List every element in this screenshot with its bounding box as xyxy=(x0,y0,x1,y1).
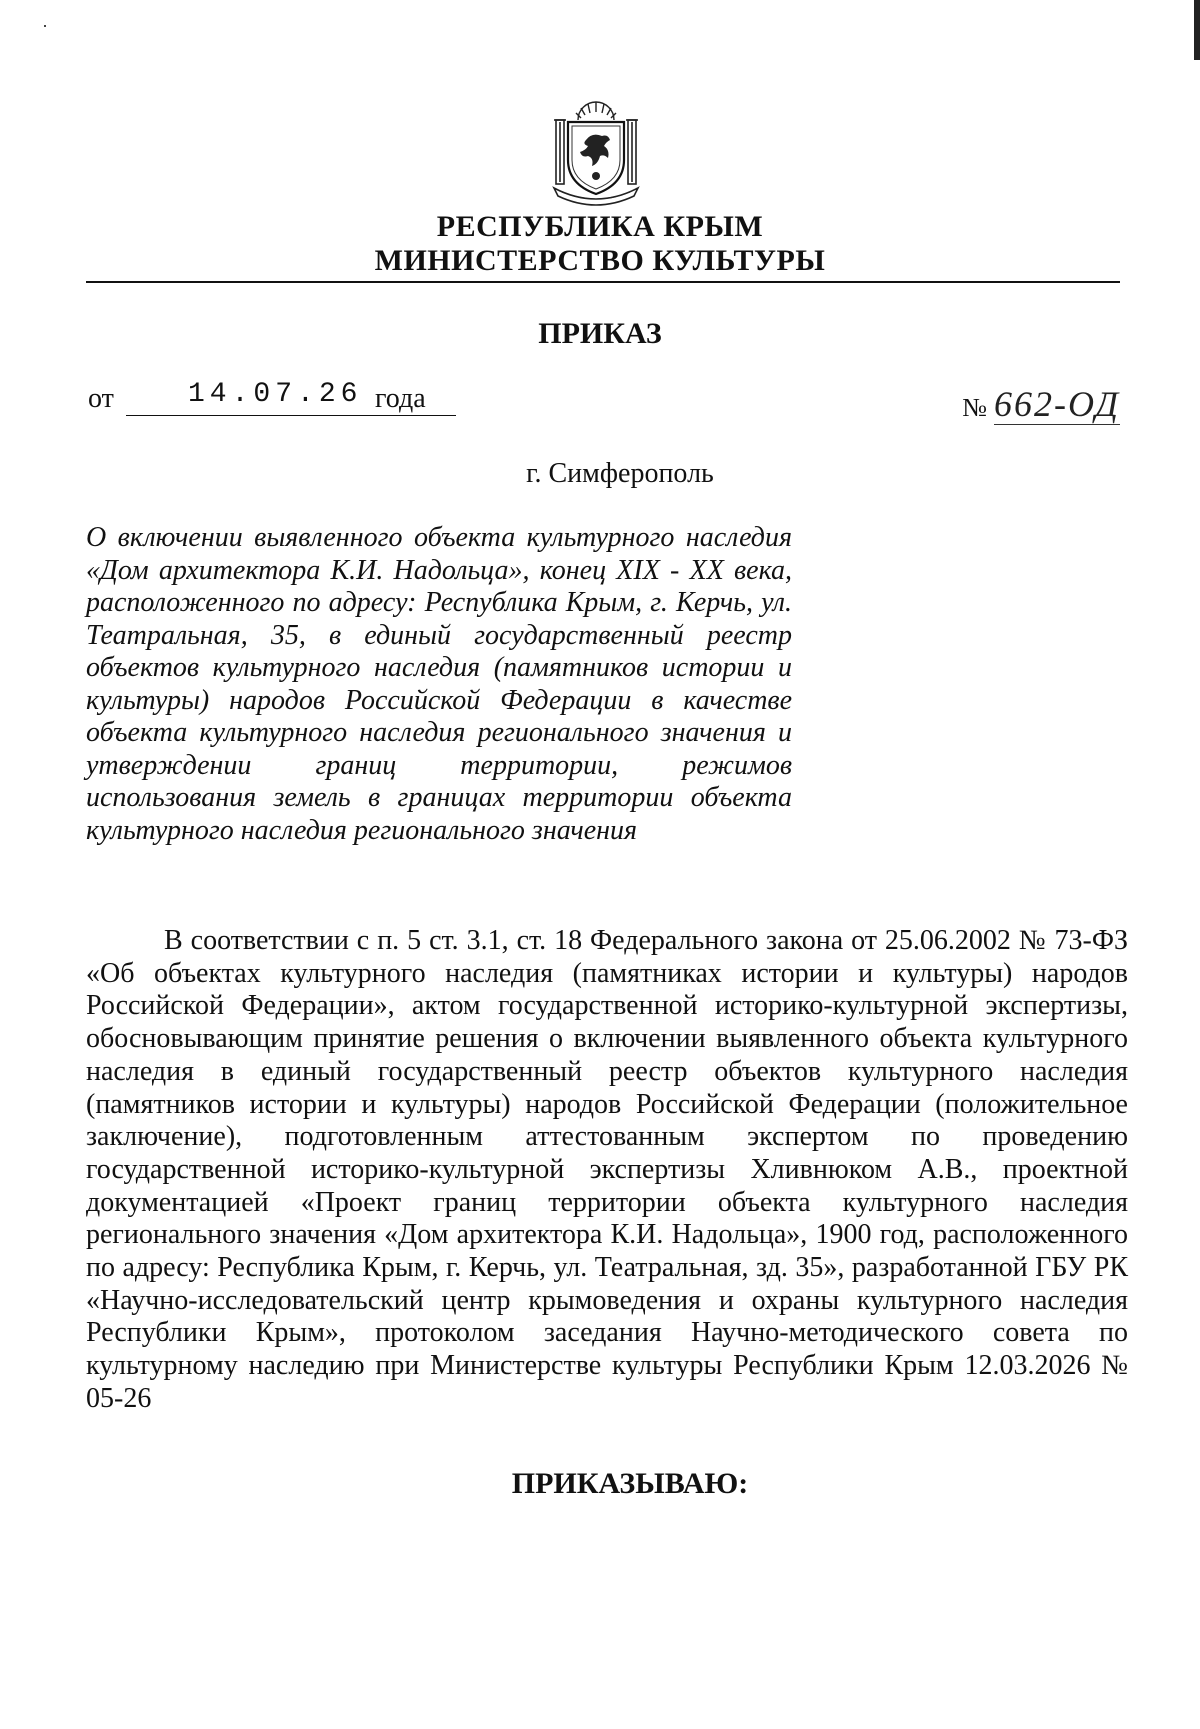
scan-edge-mark xyxy=(1194,0,1200,60)
date-prefix: от xyxy=(88,383,114,414)
date-number-row xyxy=(88,379,1138,433)
document-type-title: ПРИКАЗ xyxy=(538,317,662,350)
number-sign: № xyxy=(962,393,987,422)
republic-heading: РЕСПУБЛИКА КРЫМ xyxy=(436,210,764,243)
order-directive-heading: ПРИКАЗЫВАЮ: xyxy=(511,1467,749,1500)
ministry-heading: МИНИСТЕРСТВО КУЛЬТУРЫ xyxy=(374,244,826,277)
date-underline xyxy=(126,415,456,416)
document-number xyxy=(962,383,1120,425)
order-subject: О включении выявленного объекта культурного наследия «Дом архитектора К.И. Надольца», конец XIX - XX века, расположенного по адресу: Республика Крым, г. Керчь, ул. Театральная, 35, в единый государственный реестр объектов культурного наследия (памятников истории и культуры) народов Российской Федерации в качестве объекта культурного наследия регионального значения и утверждении границ территории, режимов использования земель в границах территории объекта культурного наследия регионального значения xyxy=(86,522,792,846)
scan-speck xyxy=(44,25,46,27)
order-preamble: В соответствии с п. 5 ст. 3.1, ст. 18 Федерального закона от 25.06.2002 № 73-ФЗ «Об объектах культурного наследия (памятниках истории и культуры) народов Российской Федерации», актом государственной историко-культурной экспертизы, обосновывающим принятие решения о включении выявленного объекта культурного наследия в единый государственный реестр объектов культурного наследия (памятников истории и культуры) народов Российской Федерации (положительное заключение), подготовленным аттестованным экспертом по проведению государственной историко-культурной экспертизы Хливнюком А.В., проектной документацией «Проект границ территории объекта культурного наследия регионального значения «Дом архитектора К.И. Надольца», 1900 год, расположенного по адресу: Республика Крым, г. Керчь, ул. Театральная, зд. 35», разработанной ГБУ РК «Научно-исследовательский центр крымоведения и охраны культурного наследия Республики Крым», протоколом заседания Научно-методического совета по культурному наследию при Министерстве культуры Республики Крым 12.03.2026 № 05-26 xyxy=(86,925,1128,1414)
coat-of-arms-icon xyxy=(548,98,644,210)
date-suffix: года xyxy=(375,383,426,414)
handwritten-number: 662-ОД xyxy=(994,384,1120,424)
city-line: г. Симферополь xyxy=(526,458,714,489)
header-divider xyxy=(86,281,1120,283)
date-stamp: 14.07.26 xyxy=(188,379,363,410)
